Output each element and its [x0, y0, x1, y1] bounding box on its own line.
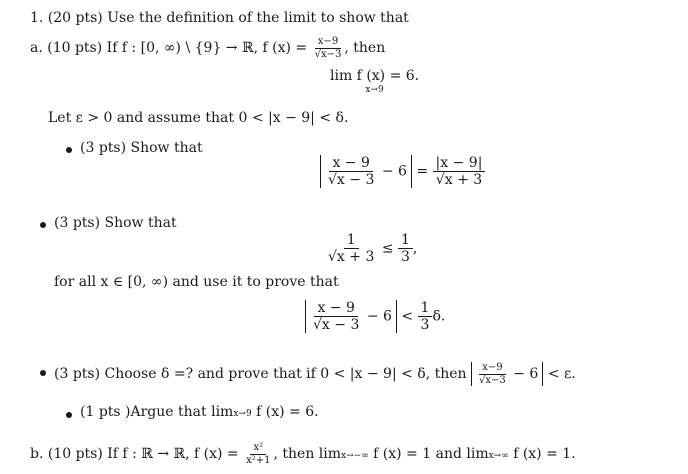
bullet-2-target-inequality: $\frac{x - 9}{√x - 3}$ − 6 < $\frac{1}{3}$ δ. [305, 300, 445, 333]
bullet-1-text: (3 pts) Show that [80, 140, 203, 156]
bullet-2-inequality: $\frac{1}{√x + 3}$ ≤ $\frac{1}{3}$ , [328, 232, 418, 266]
bullet-3-text: (3 pts) Choose δ =? and prove that if 0 < |x − 9| < δ, then $\frac{x-9}{√x-3}$ − 6 < ε. [54, 362, 576, 386]
bullet-dot [66, 412, 72, 418]
part-b: b. (10 pts) If f : ℝ → ℝ, f (x) = $\frac{\text{x²}}{\text{x²+1}}$ , then limx→−∞ f (x) = 1 and limx→∞ f (x) = 1. [30, 442, 576, 466]
problem-header: 1. (20 pts) Use the definition of the limit to show that [30, 10, 409, 26]
bullet-2-text: (3 pts) Show that [54, 215, 177, 231]
bullet-2-followup: for all x ∈ [0, ∞) and use it to prove that [54, 274, 339, 290]
limit-display: lim f (x) = 6. $^{x\to 9}$ [330, 68, 420, 95]
part-a-fraction: $\frac{x-9}{√x-3}$ [314, 36, 342, 60]
bullet-dot [66, 147, 72, 153]
bullet-dot [40, 370, 46, 376]
bullet-dot [40, 222, 46, 228]
let-line: Let ε > 0 and assume that 0 < |x − 9| < δ. [48, 110, 349, 126]
part-a-intro: a. (10 pts) If f : [0, ∞) \ {9} → ℝ, f (x) = $\frac{x-9}{√x-3}$ , then [30, 36, 386, 60]
bullet-1-equation: $\frac{x - 9}{√x - 3}$ − 6 = $\frac{|x - 9|}{√x + 3}$ [320, 155, 485, 188]
bullet-4-text: (1 pts )Argue that limx→9 f (x) = 6. [80, 404, 319, 420]
